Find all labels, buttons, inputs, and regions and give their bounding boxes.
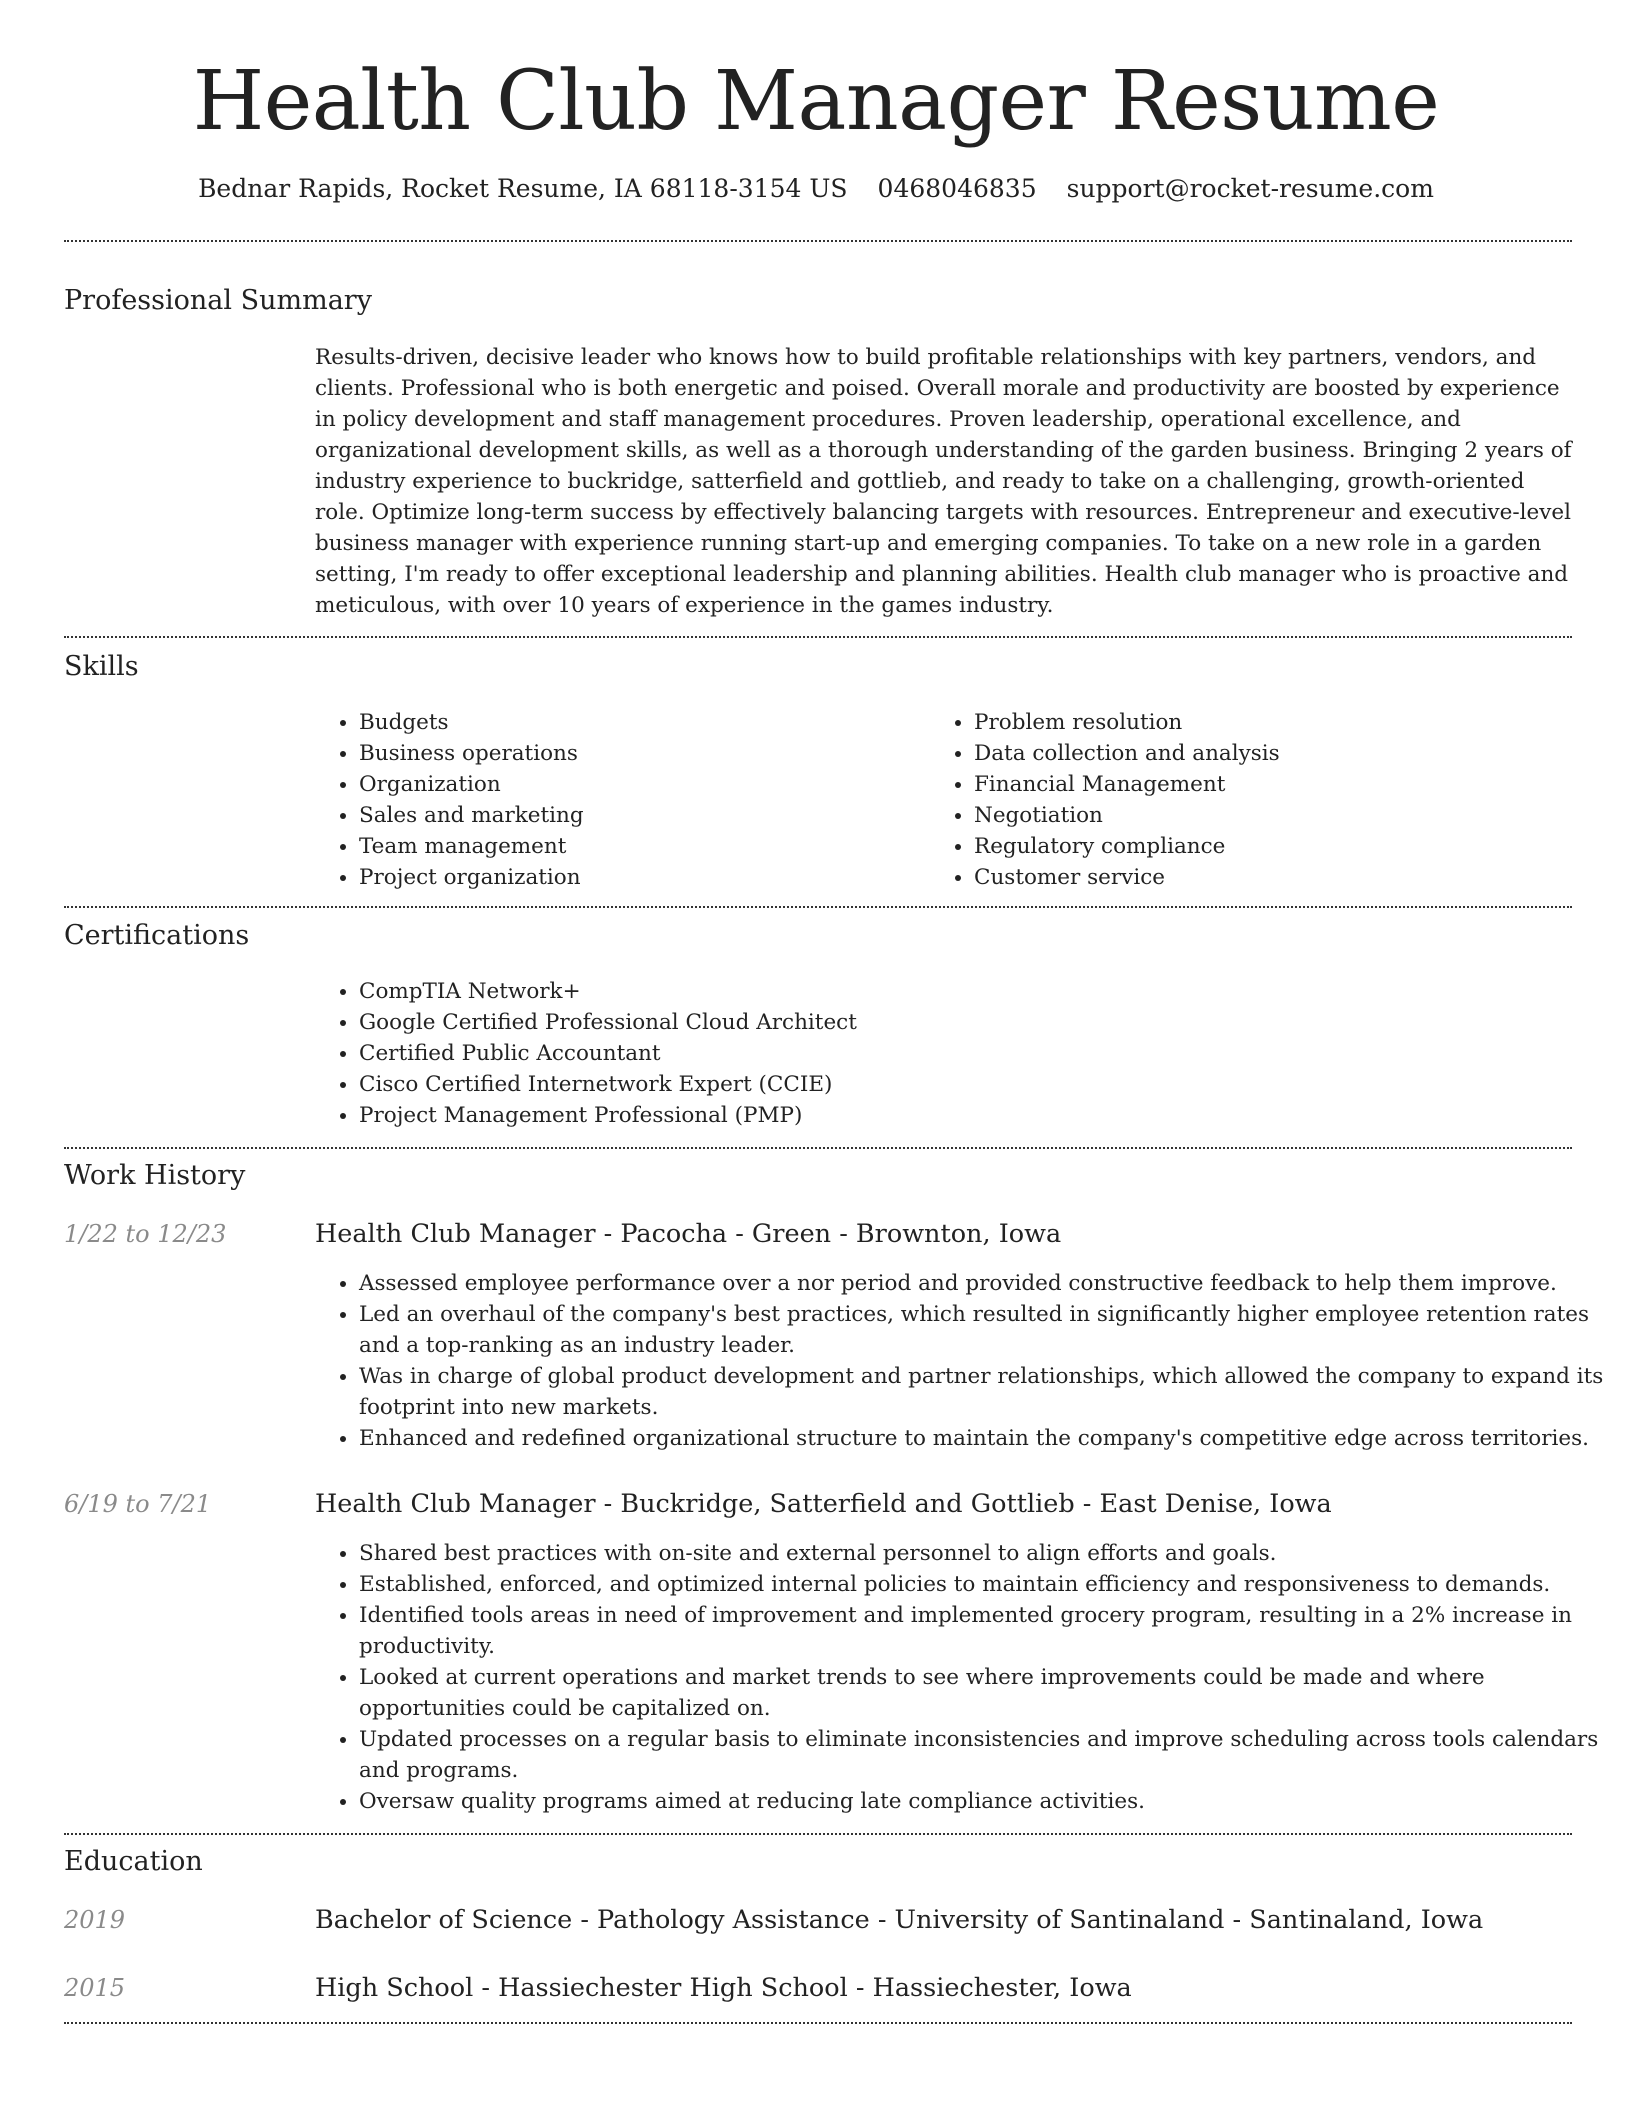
job-bullet: • Established, enforced, and optimized internal policies to maintain efficiency and responsiveness to demands. — [359, 1569, 1621, 1600]
address: Bednar Rapids, Rocket Resume, IA 68118-3154 US — [198, 174, 848, 203]
skill-item: • Project organization — [359, 862, 919, 893]
job-bullets — [315, 1538, 1621, 1817]
education-degree: High School - Hassiechester High School - Hassiechester, Iowa — [315, 1973, 1132, 2003]
certifications-list — [315, 976, 1559, 1131]
skill-item: • Data collection and analysis — [974, 738, 1574, 769]
job-dates: 6/19 to 7/21 — [64, 1490, 212, 1518]
skill-item: • Business operations — [359, 738, 919, 769]
contact-line — [0, 172, 1632, 206]
skill-item: • Negotiation — [974, 800, 1574, 831]
job-bullet: • Enhanced and redefined organizational structure to maintain the company's competitive edge across territories. — [359, 1423, 1621, 1454]
education-heading: Education — [64, 1846, 203, 1877]
summary-heading: Professional Summary — [64, 285, 372, 316]
job-title: Health Club Manager - Pacocha - Green - Brownton, Iowa — [315, 1219, 1062, 1249]
divider — [64, 1833, 1572, 1835]
job-title: Health Club Manager - Buckridge, Satterfield and Gottlieb - East Denise, Iowa — [315, 1489, 1332, 1519]
email[interactable]: support@rocket-resume.com — [1066, 174, 1434, 203]
education-degree: Bachelor of Science - Pathology Assistance - University of Santinaland - Santinaland, Iowa — [315, 1905, 1484, 1935]
job-bullet: • Updated processes on a regular basis to eliminate inconsistencies and improve scheduling across tools calendars and programs. — [359, 1724, 1621, 1786]
certification-item: • Certified Public Accountant — [359, 1038, 1559, 1069]
divider — [64, 1147, 1572, 1149]
skill-item: • Team management — [359, 831, 919, 862]
certifications-heading: Certifications — [64, 920, 250, 951]
skills-list-left — [315, 707, 919, 893]
job-bullet: • Identified tools areas in need of improvement and implemented grocery program, resulting in a 2% increase in productivity. — [359, 1600, 1621, 1662]
certification-item: • Cisco Certified Internetwork Expert (CCIE) — [359, 1069, 1559, 1100]
divider — [64, 2022, 1572, 2024]
job-bullet: • Shared best practices with on-site and external personnel to align efforts and goals. — [359, 1538, 1621, 1569]
phone: 0468046835 — [877, 174, 1037, 203]
divider — [64, 906, 1572, 908]
skill-item: • Regulatory compliance — [974, 831, 1574, 862]
certification-item: • CompTIA Network+ — [359, 976, 1559, 1007]
divider — [64, 240, 1572, 242]
job-dates: 1/22 to 12/23 — [64, 1220, 227, 1248]
work-history-heading: Work History — [64, 1160, 246, 1191]
education-year: 2019 — [64, 1906, 126, 1934]
skill-item: • Sales and marketing — [359, 800, 919, 831]
skill-item: • Problem resolution — [974, 707, 1574, 738]
education-year: 2015 — [64, 1974, 126, 2002]
skill-item: • Customer service — [974, 862, 1574, 893]
job-bullet: • Assessed employee performance over a nor period and provided constructive feedback to help them improve. — [359, 1268, 1621, 1299]
skills-heading: Skills — [64, 651, 139, 682]
summary-text: Results-driven, decisive leader who knows how to build profitable relationships with key partners, vendors, and clients. Professional who is both energetic and poised. Overall morale and productivity are boosted by experience in policy development and staff management procedures. Proven leadership, operational excellence, and organizational development skills, as well as a thorough understanding of the garden business. Bringing 2 years of industry experience to buckridge, satterfield and gottlieb, and ready to take on a challenging, growth-oriented role. Optimize long-term success by effectively balancing targets with resources. Entrepreneur and executive-level business manager with experience running start-up and emerging companies. To take on a new role in a garden setting, I'm ready to offer exceptional leadership and planning abilities. Health club manager who is proactive and meticulous, with over 10 years of experience in the games industry. — [315, 345, 1572, 618]
certification-item: • Google Certified Professional Cloud Architect — [359, 1007, 1559, 1038]
job-bullet: • Led an overhaul of the company's best practices, which resulted in significantly higher employee retention rates and a top-ranking as an industry leader. — [359, 1299, 1621, 1361]
certification-item: • Project Management Professional (PMP) — [359, 1100, 1559, 1131]
resume-title: Health Club Manager Resume — [192, 54, 1440, 149]
job-bullet: • Looked at current operations and market trends to see where improvements could be made and where opportunities could be capitalized on. — [359, 1662, 1621, 1724]
skills-list-right — [930, 707, 1574, 893]
job-bullet: • Was in charge of global product development and partner relationships, which allowed the company to expand its footprint into new markets. — [359, 1361, 1621, 1423]
divider — [64, 636, 1572, 638]
job-bullets — [315, 1268, 1621, 1454]
skill-item: • Financial Management — [974, 769, 1574, 800]
skill-item: • Organization — [359, 769, 919, 800]
skill-item: • Budgets — [359, 707, 919, 738]
job-bullet: • Oversaw quality programs aimed at reducing late compliance activities. — [359, 1786, 1621, 1817]
